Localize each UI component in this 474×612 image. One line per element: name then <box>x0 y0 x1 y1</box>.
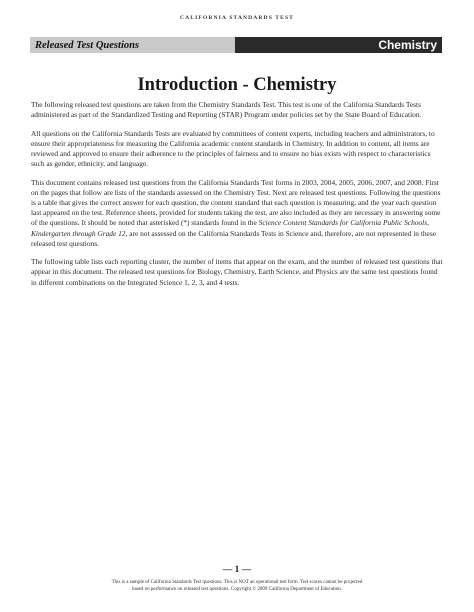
footer-note <box>0 580 474 593</box>
running-header: CALIFORNIA STANDARDS TEST <box>179 15 295 21</box>
page-title: Introduction - Chemistry <box>137 75 337 95</box>
paragraph-3-italic-title: Science Content Standards for California Public Schools, Kindergarten through Grade 12 <box>31 218 429 238</box>
footer-line-2: based on performance on released test questions. Copyright © 2009 California Department of Education. <box>132 586 342 592</box>
body-text <box>31 100 445 296</box>
section-banner <box>30 37 442 53</box>
banner-left-label: Released Test Questions <box>30 37 235 53</box>
paragraph-3 <box>31 178 445 249</box>
page-number: — 1 — <box>222 565 252 575</box>
paragraph-2: All questions on the California Standards Tests are evaluated by committees of content experts, including teachers and administrators, to ensure their appropriateness for measuring the California academic content standards in Chemistry. In addition to content, all items are reviewed and approved to ensure their adherence to the principles of fairness and to ensure no bias exists with respect to characteristics such as gender, ethnicity, and language. <box>31 128 435 169</box>
paragraph-3-part-1: This document contains released test questions from the California Standards Test forms in 2003, 2004, 2005, 2006, 2007, and 2008. First on the pages that follow are lists of the standards assessed on the Chemistry Test. Next are released test questions. Following the questions is a table that gives the correct answer for each question, the content standard that each question is measuring, and the year each question last appeared on the test. Reference sheets, provided for students taking the test, are also included as they are necessary in answering some of the questions. It should be noted that asterisked (*) standards found in the <box>31 177 441 228</box>
banner-subject-label: Chemistry <box>235 37 442 53</box>
paragraph-1: The following released test questions are taken from the Chemistry Standards Test. This test is one of the California Standards Tests administered as part of the Standardized Testing and Reporting (STAR) Program under policies set by the State Board of Education. <box>31 100 422 120</box>
footer-line-1: This is a sample of California Standards Test questions. This is NOT an operational test form. Test scores cannot be projected <box>111 580 363 585</box>
paragraph-3-part-2: , are not assessed on the California Standards Tests in Science and, therefore, are not represented in these released test questions. <box>31 228 436 248</box>
paragraph-4: The following table lists each reporting cluster, the number of items that appear on the exam, and the number of released test questions that appear in this document. The released test questions for Biology, Chemistry, Earth Science, and Physics are the same test questions found in different combinations on the Integrated Science 1, 2, 3, and 4 tests. <box>31 257 443 287</box>
